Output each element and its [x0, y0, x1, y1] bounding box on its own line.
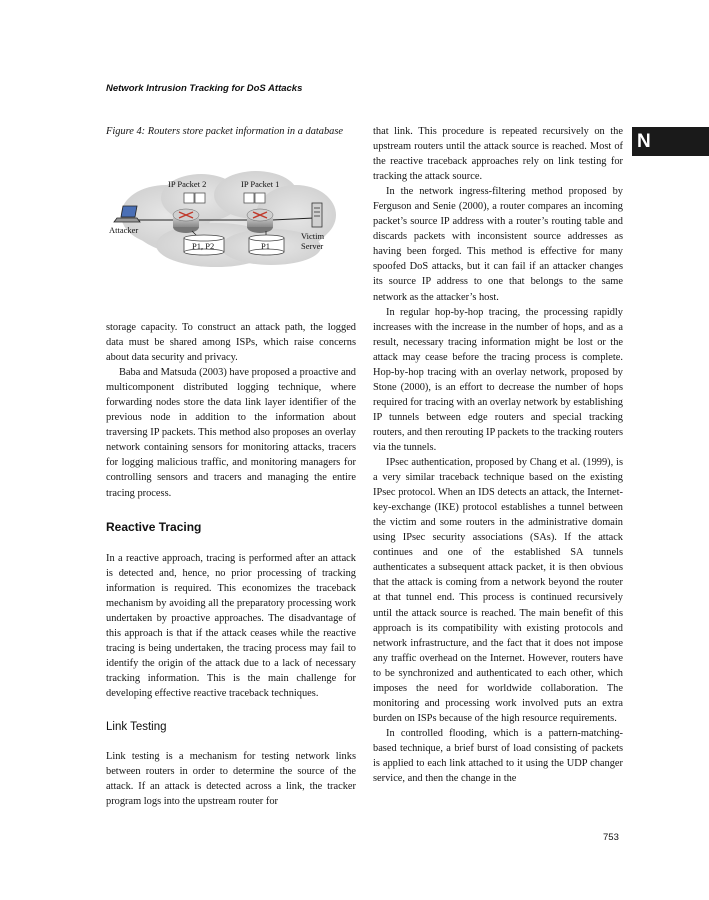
section-thumb-tab: N [632, 127, 709, 156]
paragraph: that link. This procedure is repeated recursively on the upstream routers until the attack source is reached. Most of the reactive traceback approaches rely on link testing for tracking the attack source. [373, 126, 623, 183]
label-ip-packet-2: IP Packet 2 [168, 179, 207, 189]
paragraph: IPsec authentication, proposed by Chang et al. (1999), is a very similar traceback technique based on the existing IPsec protocol. When an IDS detects an attack, the Internet-key-exchange (IKE) protocol establishes a tunnel between the victim and some routers in the administrative domain using IPsec security associations (SAs). If the attack continues and one of the established SA tunnels authenticates a subsequent attack packet, it is then obvious that the attack is coming from a network beyond the router at that tunnel end. This process is continued recursively until the attack source is reached. The main benefit of this approach is its compatibility with existing protocols and network infrastructure, and the fact that it does not impose any traffic overhead on the Internet. However, routers have to be synchronized and authenticated to each other, which imposes the need for worldwide collaboration. The monitoring and processing work involved puts an extra burden on ISPs because of the high resource requirements. [373, 457, 623, 724]
router-icon [173, 209, 199, 233]
subsection-heading-link-testing: Link Testing [106, 721, 167, 734]
label-db-left: P1, P2 [192, 241, 215, 251]
label-victim: Victim [301, 231, 325, 241]
cloud-shape [121, 171, 336, 267]
paragraph: storage capacity. To construct an attack path, the logged data must be shared among ISPs, which raise concerns about data security and privacy. [106, 322, 356, 364]
router-icon [247, 209, 273, 233]
paragraph: In controlled flooding, which is a pattern-matching-based technique, a brief burst of load consisting of packets is applied to each link attached to it using the UDP changer service, and then the change in the [373, 727, 623, 785]
figure-diagram [106, 165, 356, 285]
figure-caption: Figure 4: Routers store packet information in a database [106, 126, 344, 137]
paragraph: In a reactive approach, tracing is performed after an attack is detected and, hence, no prior processing of tracking information is required. This economizes the traceback mechanism by avoiding all the preparatory processing work undertaken by proactive approaches. The disadvantage of this approach is that if the attack ceases while the reactive tracing is being undertaken, the tracing process may fail to identify the origin of the attack due to a lack of necessary tracking information. This is the main challenge for developing effective reactive traceback techniques. [106, 552, 356, 699]
section-heading-reactive-tracing: Reactive Tracing [106, 519, 202, 534]
right-column [373, 124, 623, 786]
page-number: 753 [603, 832, 619, 843]
left-column [106, 320, 356, 809]
label-ip-packet-1: IP Packet 1 [241, 179, 280, 189]
label-server: Server [301, 241, 324, 251]
network-diagram [106, 165, 356, 285]
paragraph: Baba and Matsuda (2003) have proposed a proactive and multicomponent distributed logging technique, where forwarding nodes store the data link layer identifier of the previous node in addition to the information about traversing IP packets. This method also proposes an overlay network containing sensors for monitoring attacks, tracers for logging malicious traffic, and monitoring managers for controlling sensors and tracers and managing the entire tracing process. [106, 367, 356, 499]
server-icon [312, 203, 322, 227]
paragraph: In regular hop-by-hop tracing, the processing rapidly increases with the increase in the number of hops, and as a result, necessary tracing information might be lost or the attack may cease before the tracing process is complete. Hop-by-hop tracing with an overlay network, proposed by Stone (2000), is an effort to decrease the number of hops required for tracing with an overlay network by establishing IP tunnels between edge routers and special tracking routers, and then rerouting IP packets to the tracking routers via the tunnels. [373, 306, 623, 453]
paragraph: Link testing is a mechanism for testing network links between routers in order to determine the source of the attack. If an attack is detected across a link, the tracker program logs into the upstream router for [106, 751, 356, 808]
label-db-right: P1 [261, 241, 270, 251]
paragraph: In the network ingress-filtering method proposed by Ferguson and Senie (2000), a router compares an incoming packet’s source IP address with a router’s routing table and discards packets with inconsistent source addresses as having been forged. This method is effective for many spoofed DoS attacks, but it can fail if an attacker changes its source IP address to one that belongs to the same network as the attacker’s host. [373, 186, 623, 303]
running-header: Network Intrusion Tracking for DoS Attacks [106, 83, 303, 94]
label-attacker: Attacker [109, 225, 139, 235]
